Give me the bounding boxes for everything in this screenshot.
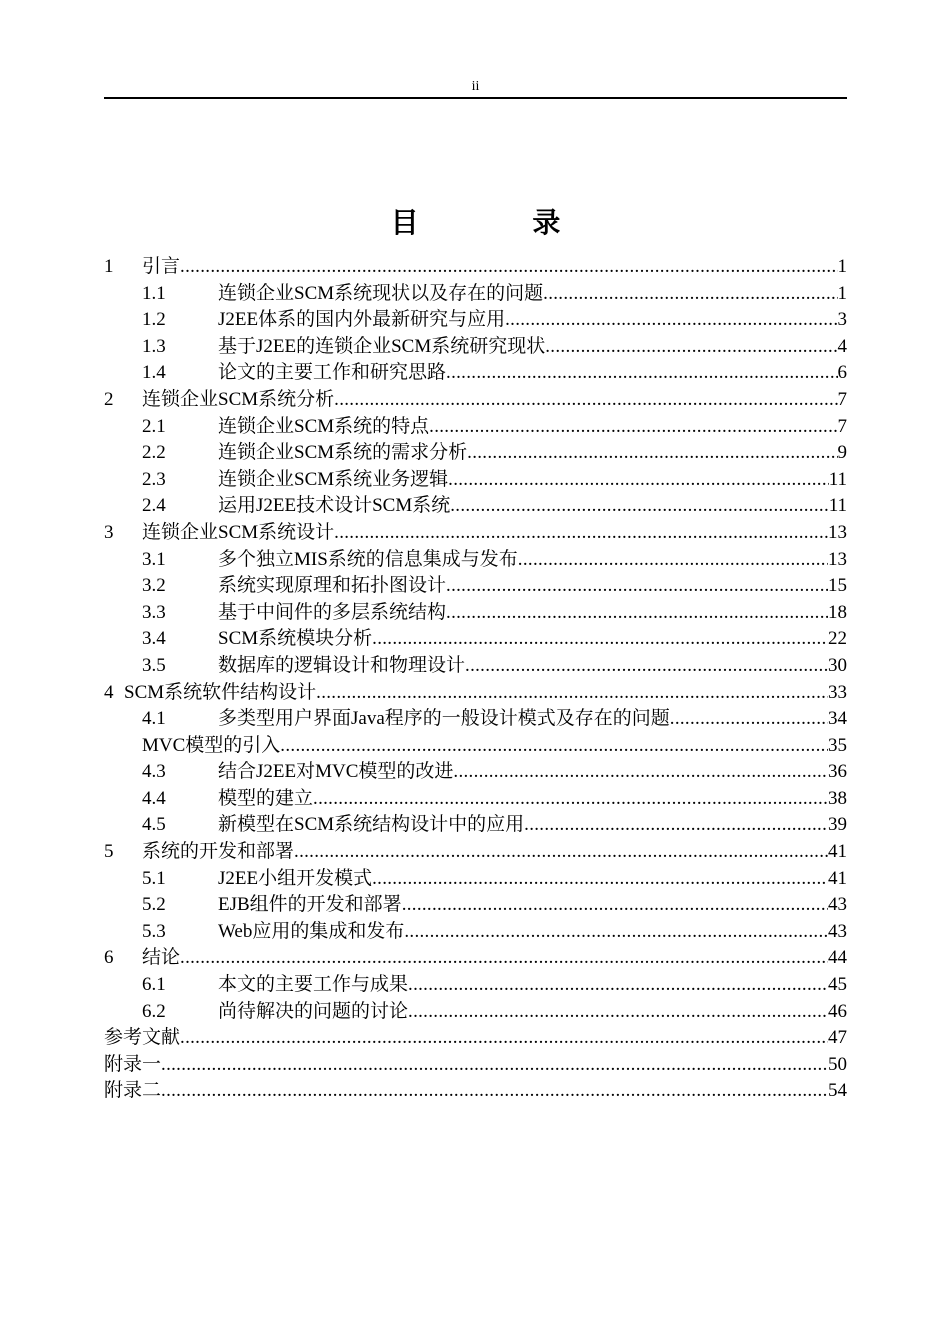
toc-entry-page: 41 <box>828 841 847 863</box>
toc-entry-page: 43 <box>828 920 847 942</box>
toc-entry-number: 1.3 <box>142 335 166 357</box>
toc-entry-title: 结合J2EE对MVC模型的改进 <box>218 761 454 783</box>
toc-entry-page: 41 <box>828 867 847 889</box>
toc-entry[interactable] <box>104 1025 847 1052</box>
toc-entry[interactable] <box>104 281 847 308</box>
toc-dot-leader <box>180 254 837 281</box>
toc-dot-leader <box>280 733 828 760</box>
toc-entry-page: 11 <box>828 495 847 517</box>
toc-entry-page: 11 <box>828 468 847 490</box>
toc-entry-page: 18 <box>828 601 847 623</box>
toc-entry-number: 3.4 <box>142 628 166 650</box>
toc-dot-leader <box>446 573 828 600</box>
toc-dot-leader <box>313 786 828 813</box>
toc-entry[interactable] <box>104 919 847 946</box>
toc-entry-number: 3.3 <box>142 601 166 623</box>
toc-dot-leader <box>450 493 828 520</box>
toc-dot-leader <box>453 759 828 786</box>
toc-entry-page: 46 <box>828 1000 847 1022</box>
toc-entry[interactable] <box>104 440 847 467</box>
toc-dot-leader <box>408 972 828 999</box>
toc-entry-number: 2.3 <box>142 468 166 490</box>
toc-dot-leader <box>543 281 837 308</box>
toc-entry[interactable] <box>104 786 847 813</box>
toc-entry[interactable] <box>104 334 847 361</box>
toc-entry[interactable] <box>104 387 847 414</box>
toc-dot-leader <box>294 839 828 866</box>
toc-dot-leader <box>372 626 828 653</box>
toc-entry[interactable] <box>104 307 847 334</box>
toc-entry-number: 4 <box>104 681 114 703</box>
toc-entry[interactable] <box>104 812 847 839</box>
toc-entry[interactable] <box>104 1052 847 1079</box>
toc-entry-page: 50 <box>828 1053 847 1075</box>
toc-dot-leader <box>334 387 837 414</box>
toc-entry-title: 连锁企业SCM系统的需求分析 <box>218 442 468 464</box>
toc-dot-leader <box>518 547 828 574</box>
toc-entry-title: J2EE体系的国内外最新研究与应用 <box>218 309 506 331</box>
toc-dot-leader <box>446 600 828 627</box>
toc-entry-number: 4.5 <box>142 814 166 836</box>
toc-entry-number: 6.1 <box>142 974 166 996</box>
toc-entry-title: 连锁企业SCM系统现状以及存在的问题 <box>218 282 544 304</box>
toc-entry-number: 3.5 <box>142 654 166 676</box>
toc-entry-title: 附录一 <box>104 1053 162 1075</box>
toc-dot-leader <box>505 307 837 334</box>
toc-entry-number: 5.3 <box>142 920 166 942</box>
toc-entry-title: 基于中间件的多层系统结构 <box>218 601 447 623</box>
toc-entry-page: 9 <box>837 442 847 464</box>
toc-entry[interactable] <box>104 972 847 999</box>
toc-entry[interactable] <box>104 866 847 893</box>
toc-entry-number: 2 <box>104 388 114 410</box>
toc-entry-page: 7 <box>837 415 847 437</box>
toc-entry-page: 45 <box>828 974 847 996</box>
toc-entry-page: 13 <box>828 521 847 543</box>
toc-entry[interactable] <box>104 680 847 707</box>
toc-entry-title: 模型的建立 <box>218 787 314 809</box>
toc-entry-number: 2.1 <box>142 415 166 437</box>
toc-dot-leader <box>404 919 828 946</box>
toc-entry[interactable] <box>104 653 847 680</box>
toc-entry-page: 39 <box>828 814 847 836</box>
toc-entry-page: 15 <box>828 575 847 597</box>
toc-entry-page: 6 <box>837 362 847 384</box>
toc-entry-number: 4.3 <box>142 761 166 783</box>
toc-entry-page: 33 <box>828 681 847 703</box>
toc-entry-number: 2.2 <box>142 442 166 464</box>
toc-entry-page: 1 <box>837 282 847 304</box>
toc-entry-title: 引言 <box>142 256 181 277</box>
toc-dot-leader <box>545 334 837 361</box>
toc-entry-number: 5.2 <box>142 894 166 916</box>
toc-entry[interactable] <box>104 1078 847 1105</box>
toc-entry-page: 22 <box>828 628 847 650</box>
toc-dot-leader <box>180 1025 828 1052</box>
toc-entry-title: 附录二 <box>104 1080 162 1102</box>
toc-entry-title: 新模型在SCM系统结构设计中的应用 <box>218 814 525 836</box>
toc-entry-number: 1.1 <box>142 282 166 304</box>
toc-entry-title: SCM系统模块分析 <box>218 628 373 650</box>
toc-entry-number: 1.2 <box>142 309 166 331</box>
toc-dot-leader <box>448 467 829 494</box>
toc-dot-leader <box>446 360 837 387</box>
toc-entry-number: 4.1 <box>142 708 166 730</box>
toc-entry-title: 连锁企业SCM系统分析 <box>142 388 335 410</box>
toc-entry[interactable] <box>104 626 847 653</box>
toc-entry-title: 连锁企业SCM系统业务逻辑 <box>218 468 449 490</box>
toc-entry-number: 6 <box>104 947 114 969</box>
toc-entry-title: MVC模型的引入 <box>142 734 281 756</box>
toc-entry[interactable] <box>104 254 847 281</box>
toc-entry-title: 论文的主要工作和研究思路 <box>218 362 447 384</box>
toc-dot-leader <box>429 414 837 441</box>
toc-entry-title: 多类型用户界面Java程序的一般设计模式及存在的问题 <box>218 708 670 730</box>
header-rule <box>104 97 847 99</box>
page-header-number: ii <box>471 79 480 94</box>
toc-dot-leader <box>161 1052 828 1079</box>
toc-entry-number: 1.4 <box>142 362 166 384</box>
toc-entry-page: 30 <box>828 654 847 676</box>
toc-entry-page: 3 <box>837 309 847 331</box>
toc-entry-title: J2EE小组开发模式 <box>218 867 373 889</box>
toc-entry-page: 38 <box>828 787 847 809</box>
toc-entry-title: 连锁企业SCM系统的特点 <box>218 415 430 437</box>
toc-entry[interactable] <box>104 493 847 520</box>
toc-entry[interactable] <box>104 573 847 600</box>
toc-dot-leader <box>524 812 828 839</box>
toc-entry-title: 运用J2EE技术设计SCM系统 <box>218 495 451 517</box>
toc-entry[interactable] <box>104 839 847 866</box>
toc-entry-page: 7 <box>837 388 847 410</box>
toc-entry[interactable] <box>104 706 847 733</box>
toc-entry-title: 本文的主要工作与成果 <box>218 974 409 996</box>
toc-entry-title: 系统的开发和部署 <box>142 841 295 863</box>
toc-entry-title: 系统实现原理和拓扑图设计 <box>218 575 447 597</box>
toc-dot-leader <box>670 706 828 733</box>
toc-entry-page: 1 <box>837 256 847 277</box>
toc-entry[interactable] <box>104 600 847 627</box>
toc-entry[interactable] <box>104 520 847 547</box>
toc-entry-title: Web应用的集成和发布 <box>218 920 405 942</box>
toc-entry-title: 连锁企业SCM系统设计 <box>142 521 335 543</box>
toc-entry-number: 1 <box>104 256 114 277</box>
toc-dot-leader <box>161 1078 828 1105</box>
toc-entry-title: 多个独立MIS系统的信息集成与发布 <box>218 548 518 570</box>
toc-entry-page: 4 <box>837 335 847 357</box>
toc-entry-title: 结论 <box>142 947 181 969</box>
toc-entry-page: 44 <box>828 947 847 969</box>
toc-entry-page: 35 <box>828 734 847 756</box>
toc-entry[interactable] <box>104 999 847 1026</box>
toc-dot-leader <box>316 680 828 707</box>
toc-entry-page: 13 <box>828 548 847 570</box>
toc-entry[interactable] <box>104 467 847 494</box>
toc-entry[interactable] <box>104 414 847 441</box>
toc-dot-leader <box>372 866 828 893</box>
toc-entry-title: 基于J2EE的连锁企业SCM系统研究现状 <box>218 335 546 357</box>
toc-dot-leader <box>408 999 828 1026</box>
toc-dot-leader <box>334 520 828 547</box>
toc-entry-number: 5.1 <box>142 867 166 889</box>
toc-entry-number: 3.2 <box>142 575 166 597</box>
toc-dot-leader <box>402 892 828 919</box>
toc-entry[interactable] <box>104 733 847 760</box>
toc-entry-title: 参考文献 <box>104 1027 181 1049</box>
toc-entry-page: 36 <box>828 761 847 783</box>
toc-entry-number: 2.4 <box>142 495 166 517</box>
toc-entry-page: 47 <box>828 1027 847 1049</box>
toc-entry-number: 3.1 <box>142 548 166 570</box>
toc-entry-title: 尚待解决的问题的讨论 <box>218 1000 409 1022</box>
toc-entry-page: 34 <box>828 708 847 730</box>
toc-title: 目 录 <box>390 206 613 239</box>
toc-dot-leader <box>467 440 837 467</box>
toc-entry-page: 54 <box>828 1080 847 1102</box>
toc-entry-number: 4.4 <box>142 787 166 809</box>
table-of-contents <box>104 254 847 1105</box>
toc-entry-number: 6.2 <box>142 1000 166 1022</box>
toc-entry-number: 5 <box>104 841 114 863</box>
toc-entry[interactable] <box>104 759 847 786</box>
toc-entry-title: EJB组件的开发和部署 <box>218 894 402 916</box>
toc-dot-leader <box>465 653 828 680</box>
toc-entry[interactable] <box>104 547 847 574</box>
toc-entry-page: 43 <box>828 894 847 916</box>
toc-entry-title: 数据库的逻辑设计和物理设计 <box>218 654 466 676</box>
toc-entry-number: 3 <box>104 521 114 543</box>
toc-entry-title: SCM系统软件结构设计 <box>124 681 317 703</box>
toc-entry[interactable] <box>104 945 847 972</box>
toc-dot-leader <box>180 945 828 972</box>
toc-entry[interactable] <box>104 892 847 919</box>
toc-entry[interactable] <box>104 360 847 387</box>
